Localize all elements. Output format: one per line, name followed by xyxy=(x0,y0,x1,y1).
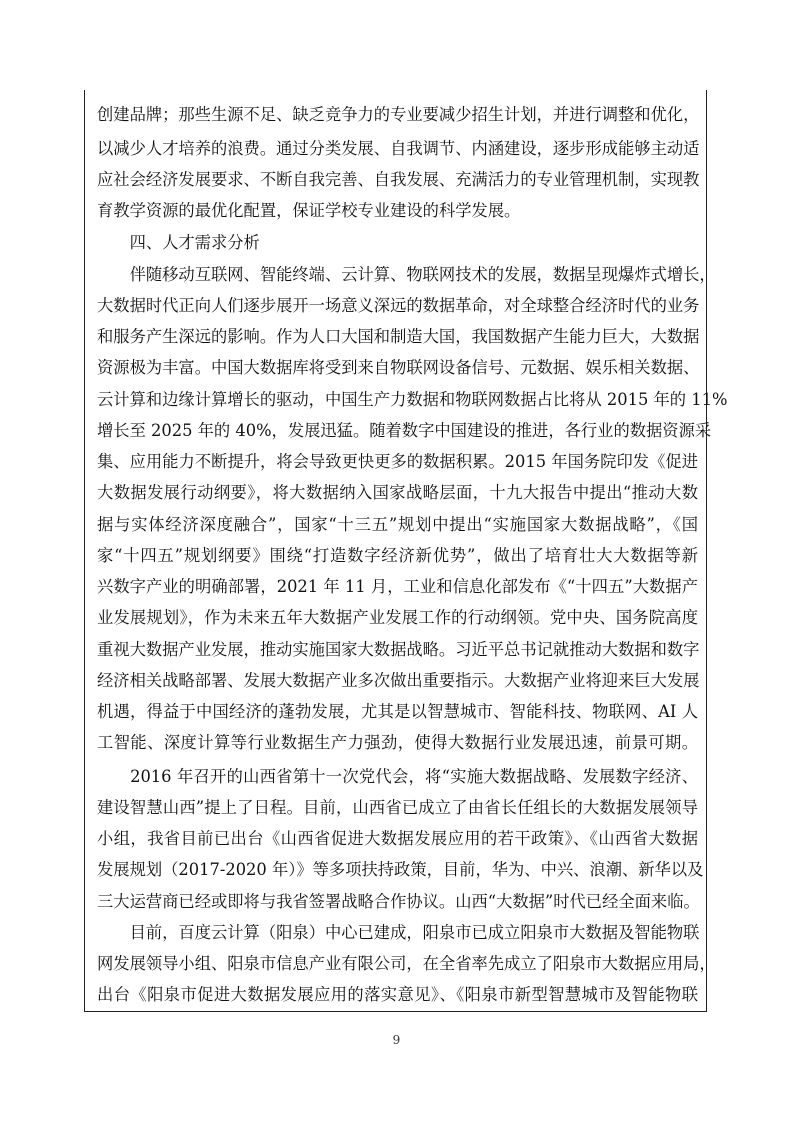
text-line: 目前，百度云计算（阳泉）中心已建成，阳泉市已成立阳泉市大数据及智能物联 xyxy=(97,923,700,942)
text-line: 兴数字产业的明确部署，2021 年 11 月，工业和信息化部发布《“十四五”大数据产 xyxy=(97,577,698,596)
text-line: 2016 年召开的山西省第十一次党代会，将“实施大数据战略、发展数字经济、 xyxy=(97,767,698,786)
text-line: 大数据发展行动纲要》，将大数据纳入国家战略层面，十九大报告中提出“推动大数 xyxy=(97,483,698,502)
text-line: 三大运营商已经或即将与我省签署战略合作协议。山西“大数据”时代已经全面来临。 xyxy=(97,892,700,911)
text-line: 应社会经济发展要求、不断自我完善、自我发展、充满活力的专业管理机制，实现教 xyxy=(97,170,700,189)
text-line: 家“十四五”规划纲要》围绕“打造数字经济新优势”，做出了培育壮大大数据等新 xyxy=(97,546,698,565)
text-line: 以减少人才培养的浪费。通过分类发展、自我调节、内涵建设，逐步形成能够主动适 xyxy=(97,139,700,158)
text-line: 小组，我省目前已出台《山西省促进大数据发展应用的若干政策》、《山西省大数据 xyxy=(97,829,698,848)
text-line: 重视大数据产业发展，推动实施国家大数据战略。习近平总书记就推动大数据和数字 xyxy=(97,640,700,659)
text-line: 育教学资源的最优化配置，保证学校专业建设的科学发展。 xyxy=(97,201,521,220)
text-line: 经济相关战略部署、发展大数据产业多次做出重要指示。大数据产业将迎来巨大发展 xyxy=(97,671,700,690)
text-line: 机遇，得益于中国经济的蓬勃发展，尤其是以智慧城市、智能科技、物联网、AI 人 xyxy=(97,702,698,721)
text-line: 资源极为丰富。中国大数据库将受到来自物联网设备信号、元数据、娱乐相关数据、 xyxy=(97,358,700,377)
text-line: 出台《阳泉市促进大数据发展应用的落实意见》、《阳泉市新型智慧城市及智能物联 xyxy=(97,985,698,1004)
text-line: 业发展规划》，作为未来五年大数据产业发展工作的行动纲领。党中央、国务院高度 xyxy=(97,608,698,627)
page-number: 9 xyxy=(392,1033,401,1047)
text-line: 创建品牌；那些生源不足、缺乏竞争力的专业要减少招生计划，并进行调整和优化， xyxy=(97,105,700,124)
text-line: 增长至 2025 年的 40%，发展迅猛。随着数字中国建设的推进，各行业的数据资源采 xyxy=(97,421,712,440)
text-line: 和服务产生深远的影响。作为人口大国和制造大国，我国数据产生能力巨大，大数据 xyxy=(97,327,700,346)
text-line: 发展规划（2017-2020 年）》等多项扶持政策，目前，华为、中兴、浪潮、新华以及 xyxy=(97,860,704,879)
text-line: 建设智慧山西”提上了日程。目前，山西省已成立了由省长任组长的大数据发展领导 xyxy=(97,798,698,817)
text-line: 集、应用能力不断提升，将会导致更快更多的数据积累。2015 年国务院印发《促进 xyxy=(97,452,698,471)
text-line: 伴随移动互联网、智能终端、云计算、物联网技术的发展，数据呈现爆炸式增长， xyxy=(97,265,716,284)
text-line: 据与实体经济深度融合”，国家“十三五”规划中提出“实施国家大数据战略”，《国 xyxy=(97,515,698,534)
text-line: 网发展领导小组、阳泉市信息产业有限公司，在全省率先成立了阳泉市大数据应用局， xyxy=(97,954,716,973)
text-line: 大数据时代正向人们逐步展开一场意义深远的数据革命，对全球整合经济时代的业务 xyxy=(97,296,700,315)
text-line: 云计算和边缘计算增长的驱动，中国生产力数据和物联网数据占比将从 2015 年的 11% xyxy=(97,390,728,409)
text-line: 四、人才需求分析 xyxy=(97,233,260,252)
text-line: 工智能、深度计算等行业数据生产力强劲，使得大数据行业发展迅速，前景可期。 xyxy=(97,733,698,752)
